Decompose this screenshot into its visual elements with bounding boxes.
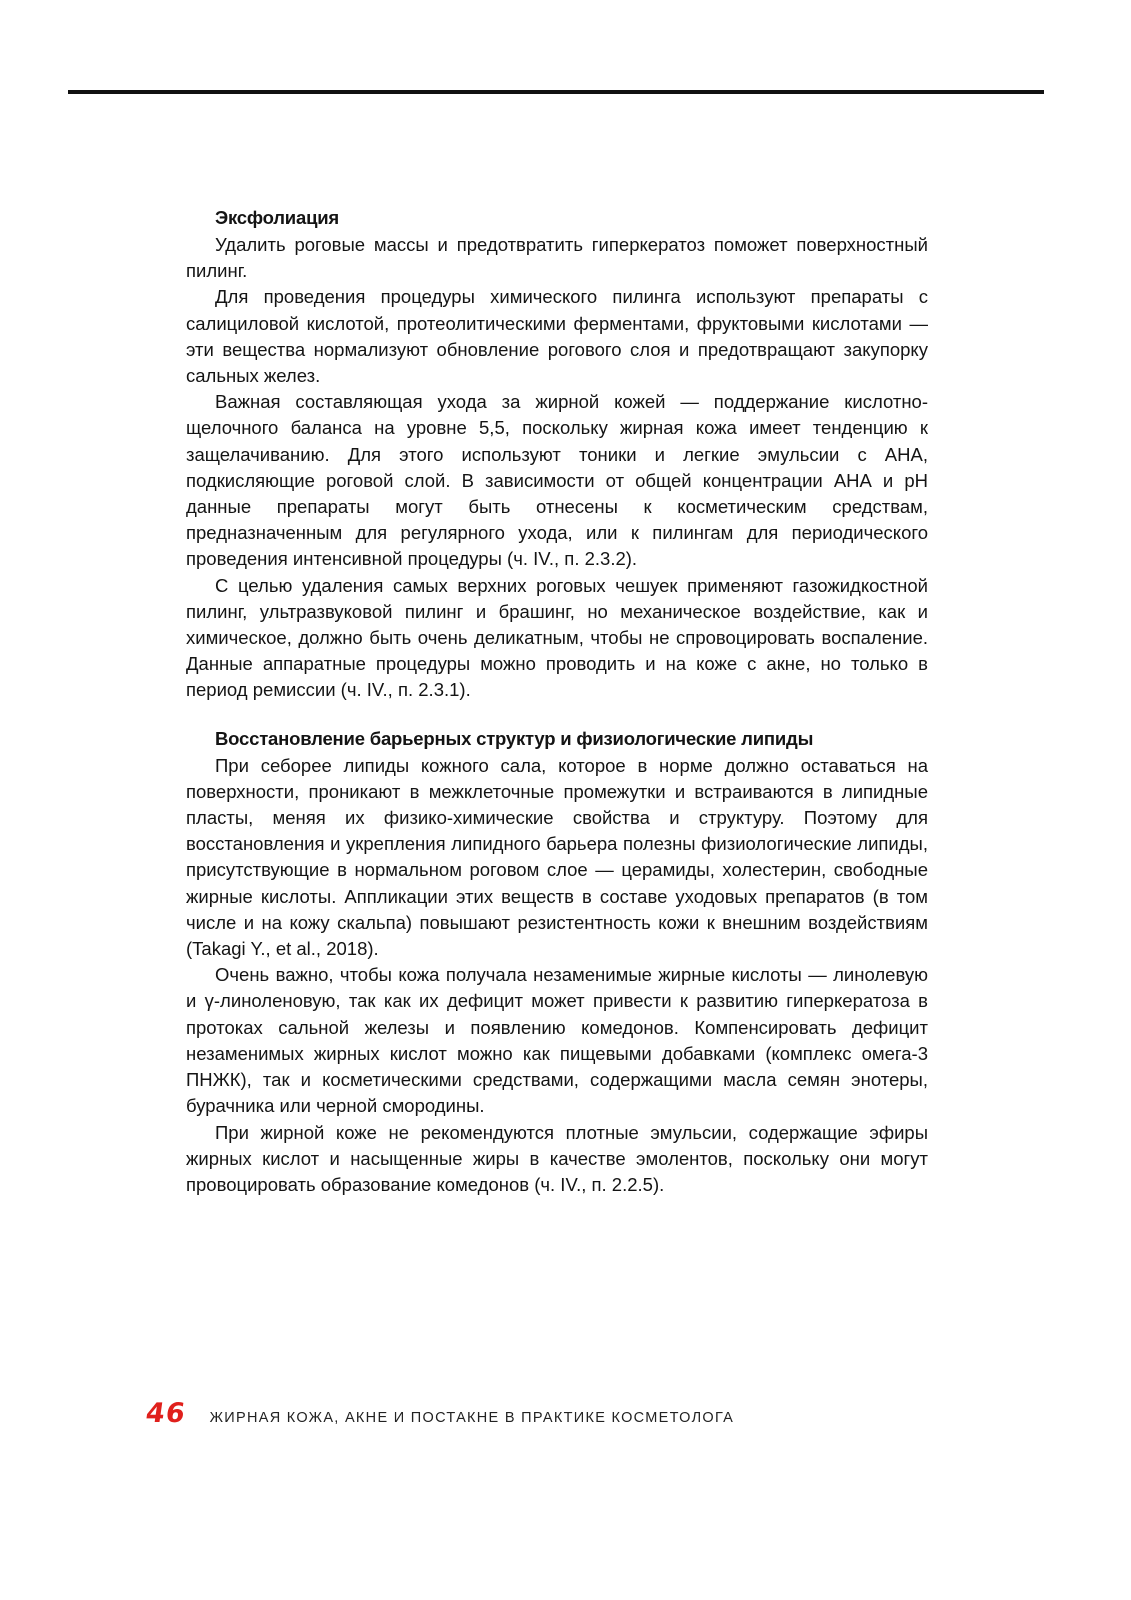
section-spacer [186,704,928,724]
section-barrier-lipids [186,724,928,1198]
page-number: 46 [143,1398,188,1429]
paragraph: Важная составляющая ухода за жирной кожей — поддержание кислотно-щелочного баланса на уровне 5,5, поскольку жирная кожа имеет тенденцию к защелачиванию. Для этого используют тоники и легкие эмульсии с АНА, подкисляющие роговой слой. В зависимости от общей концентрации АНА и рН данные препараты могут быть отнесены к косметическим средствам, предназначенным для регулярного ухода, или к пилингам для периодического проведения интенсивной процедуры (ч. IV., п. 2.3.2). [186,391,928,570]
paragraph: Для проведения процедуры химического пилинга используют препараты с салициловой кислотой, протеолитическими ферментами, фруктовыми кислотами — эти вещества нормализуют обновление рогового слоя и предотвращают закупорку сальных желез. [186,286,928,387]
paragraph: С целью удаления самых верхних роговых чешуек применяют газожидкостной пилинг, ультразвуковой пилинг и брашинг, но механическое воздействие, как и химическое, должно быть очень деликатным, чтобы не спровоцировать воспаление. Данные аппаратные процедуры можно проводить и на коже с акне, но только в период ремиссии (ч. IV., п. 2.3.1). [186,574,928,701]
paragraph: При себорее липиды кожного сала, которое в норме должно оставаться на поверхности, проникают в межклеточные промежутки и встраиваются в липидные пласты, меняя их физико-химические свойства и структуру. Поэтому для восстановления и укрепления липидного барьера полезны физиологические липиды, присутствующие в нормальном роговом слое — церамиды, холестерин, свободные жирные кислоты. Аппликации этих веществ в составе уходовых препаратов (в том числе и на кожу скальпа) повышают резистентность кожи к внешним воздействиям (Takagi Y., et al., 2018). [186,754,928,960]
running-title: ЖИРНАЯ КОЖА, АКНЕ И ПОСТАКНЕ В ПРАКТИКЕ КОСМЕТОЛОГА [209,1410,735,1426]
paragraph: Очень важно, чтобы кожа получала незаменимые жирные кислоты — линолевую и γ-линоленовую, так как их дефицит может привести к развитию гиперкератоза в протоках сальной железы и появлению комедонов. Компенсировать дефицит незаменимых жирных кислот можно как пищевыми добавками (комплекс омега-3 ПНЖК), так и косметическими средствами, содержащими масла семян энотеры, бурачника или черной смородины. [186,964,928,1117]
section-heading: Восстановление барьерных структур и физиологические липиды [215,727,814,749]
section-exfoliation [186,203,928,704]
paragraph: При жирной коже не рекомендуются плотные эмульсии, содержащие эфиры жирных кислот и насыщенные жиры в качестве эмолентов, поскольку они могут провоцировать образование комедонов (ч. IV., п. 2.2.5). [186,1121,928,1195]
header-rule [68,90,1044,94]
page-footer [143,1398,735,1429]
paragraph: Удалить роговые массы и предотвратить гиперкератоз поможет поверхностный пилинг. [186,234,928,282]
section-heading: Эксфолиация [215,207,340,228]
page-body [186,203,928,1198]
